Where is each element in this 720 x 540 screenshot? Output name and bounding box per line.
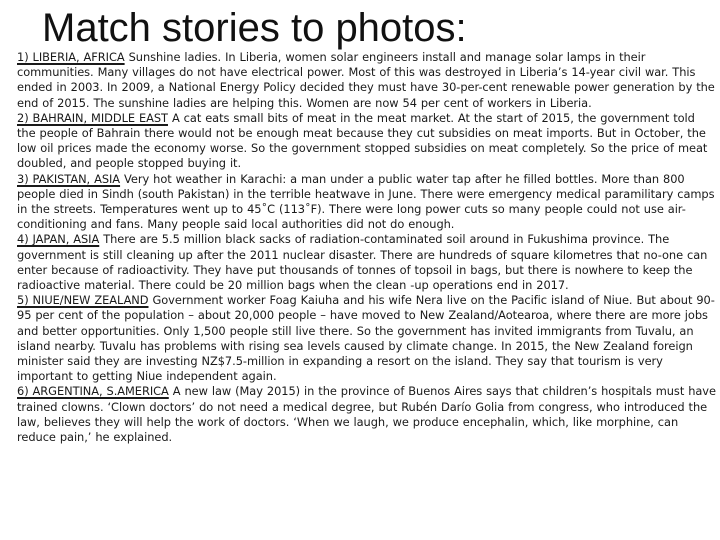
story-item: [17, 232, 717, 293]
page-title: Match stories to photos:: [42, 6, 467, 50]
story-text: A cat eats small bits of meat in the meat market. At the start of 2015, the government told the people of Bahrain there would not be enough meat because they cut subsidies on meat imports. But in October, the low oil prices made the economy worse. So the government stopped subsidies on meat completely. So the price of meat doubled, and people stopped buying it.: [17, 110, 708, 171]
story-label: 6) ARGENTINA, S.AMERICA: [17, 384, 169, 399]
story-text: There are 5.5 million black sacks of radiation-contaminated soil around in Fukushima province. The government is still cleaning up after the 2011 nuclear disaster. There are hundreds of square kilometres that no-one can enter because of radioactivity. They have put thousands of tonnes of topsoil in bags, but there is nowhere to keep the radioactive material. There could be 20 million bags when the clean -up operations end in 2017.: [17, 232, 708, 293]
stories-list: [17, 50, 717, 445]
story-label: 4) JAPAN, ASIA: [17, 232, 100, 247]
story-item: [17, 172, 717, 233]
story-item: [17, 384, 717, 445]
story-text: A new law (May 2015) in the province of Buenos Aires says that children’s hospitals must have trained clowns. ‘Clown doctors’ do not need a medical degree, but Rubén Darío Golia from congress, who introduced the law, believes they will help the work of doctors. ‘When we laugh, we produce encephalin, which, like morphine, can reduce pain,’ he explained.: [17, 384, 716, 445]
story-item: [17, 50, 717, 111]
story-label: 5) NIUE/NEW ZEALAND: [17, 293, 149, 308]
story-text: Very hot weather in Karachi: a man under a public water tap after he filled bottles. More than 800 people died in Sindh (south Pakistan) in the terrible heatwave in June. There were emergency medical paramilitary camps in the streets. Temperatures went up to 45˚C (113˚F). There were long power cuts so many people could not use air-conditioning and fans. Many people said local authorities did not do enough.: [17, 171, 715, 232]
story-text: Sunshine ladies. In Liberia, women solar engineers install and manage solar lamps in their communities. Many villages do not have electrical power. Most of this was destroyed in Liberia’s 14-year civil war. This ended in 2003. In 2009, a National Energy Policy decided they must have 30-per-cent renewable power generation by the end of 2015. The sunshine ladies are helping this. Women are now 54 per cent of workers in Liberia.: [17, 50, 715, 110]
story-label: 3) PAKISTAN, ASIA: [17, 171, 121, 186]
story-label: 1) LIBERIA, AFRICA: [17, 50, 125, 64]
story-text: Government worker Foag Kaiuha and his wife Nera live on the Pacific island of Niue. But about 90-95 per cent of the population – about 20,000 people – have moved to New Zealand/Aotearoa, where there are more jobs and better opportunities. Only 1,500 people still live there. So the government has invited immigrants from Tuvalu, an island nearby. Tuvalu has problems with rising sea levels caused by climate change. In 2015, the New Zealand foreign minister said they are investing NZ$7.5-million in expanding a resort on the island. They say that tourism is very important to getting Niue independent again.: [17, 293, 715, 384]
story-item: [17, 293, 717, 384]
story-item: [17, 111, 717, 172]
story-label: 2) BAHRAIN, MIDDLE EAST: [17, 110, 168, 125]
